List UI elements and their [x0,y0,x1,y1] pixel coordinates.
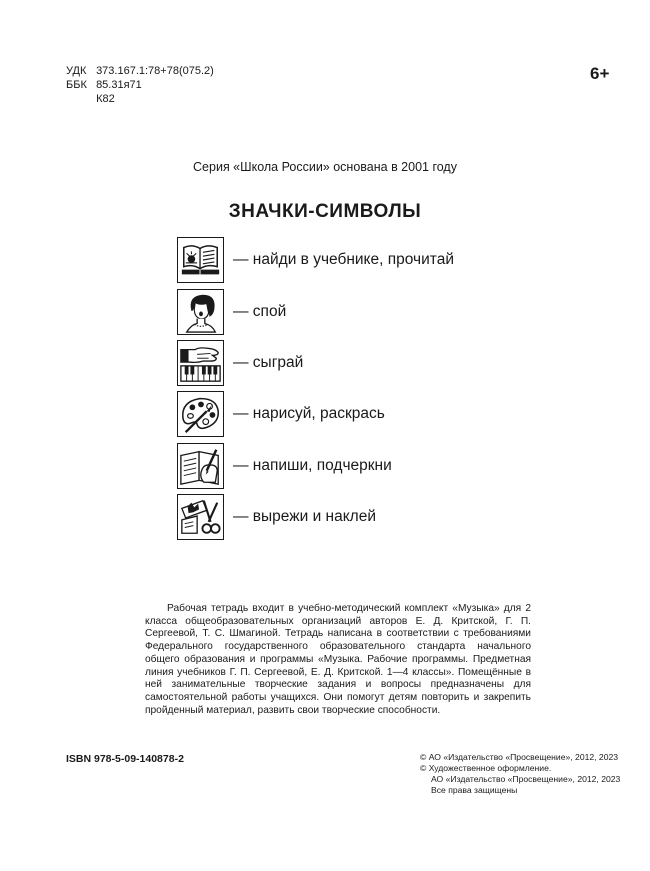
bbk-value: 85.31я71 [96,79,142,91]
singing-girl-icon [177,289,224,335]
copyright-line: Все права защищены [431,785,518,795]
udk-value: 373.167.1:78+78(075.2) [96,65,214,77]
bibliographic-block [66,64,214,106]
symbol-row-sing [177,289,286,335]
writing-hand-icon [177,443,224,489]
workbook-description: Рабочая тетрадь входит в учебно-методический комплект «Музыка» для 2 класса общеобразовательных организаций авторов Е. Д. Критской, Г. П. Сергеевой, Т. С. Шмагиной. Тетрадь написана в соответствии с требованиями Федерального государственного образовательного стандарта начального общего образования и программы «Музыка. Рабочие программы. Предметная линия учебников Г. П. Сергеевой, Е. Д. Критской. 1—4 классы». Помещённые в ней занимательные творческие задания и вопросы предназначены для самостоятельной работы учащихся. Они помогут детям повторить и закрепить пройденный материал, развить свои творческие способности. [145,603,531,716]
symbol-row-read [177,237,454,283]
udk-label: УДК [66,65,87,77]
bbk-label: ББК [66,79,87,91]
age-rating: 6+ [590,64,610,83]
symbol-row-draw [177,391,385,437]
symbol-row-write [177,443,392,489]
symbol-label: — нарисуй, раскрась [233,405,385,422]
scissors-icon [177,494,224,540]
symbol-label: — вырежи и наклей [233,508,377,525]
piano-hand-icon [177,340,224,386]
copyright-line: АО «Издательство «Просвещение», 2012, 2023 [431,774,621,784]
series-note: Серия «Школа России» основана в 2001 году [193,160,457,174]
author-mark: К82 [96,93,115,105]
symbol-label: — сыграй [233,354,304,371]
copyright-line: © Художественное оформление. [420,763,552,773]
symbol-row-play [177,340,303,386]
symbol-label: — найди в учебнике, прочитай [233,251,454,268]
copyright-line: © АО «Издательство «Просвещение», 2012, 2023 [420,752,619,762]
symbol-label: — напиши, подчеркни [233,457,392,474]
symbol-row-cut [177,494,376,540]
open-book-icon [177,237,224,283]
symbol-label: — спой [233,303,287,320]
palette-icon [177,391,224,437]
copyright-block [420,752,620,796]
symbols-title: ЗНАЧКИ-СИМВОЛЫ [228,201,422,222]
isbn: ISBN 978-5-09-140878-2 [66,753,184,765]
